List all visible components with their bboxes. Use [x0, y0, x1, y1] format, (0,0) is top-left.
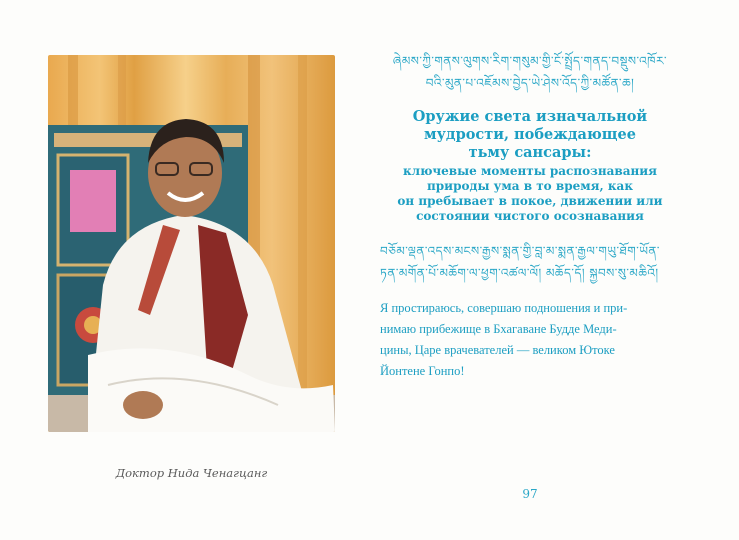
subtitle-line: ключевые моменты распознавания — [402, 164, 658, 178]
title-line: тьму сансары: — [468, 144, 592, 161]
photo-caption: Доктор Нида Ченагцанг — [115, 466, 268, 480]
subtitle-line: природы ума в то время, как — [427, 179, 633, 193]
text-column — [380, 50, 680, 382]
russian-subtitle — [380, 164, 680, 224]
homage-line: Йонтене Гонпо! — [380, 364, 465, 378]
subtitle-line: состоянии чистого осознавания — [416, 209, 644, 223]
tibetan-title-line-2: བའི་མུན་པ་འཇོམས་བྱེད་ཡེ་ཤེས་འོད་ཀྱི་མཚོན་ཆ། — [425, 76, 635, 90]
homage-line: Я простираюсь, совершаю подношения и при- — [380, 301, 628, 315]
tibetan-homage-line-2: ཏན་མགོན་པོ་མཆོག་ལ་ཕྱག་འཚལ་ལོ། མཆོད་དོ། སྐྱབས་སུ་མཆིའོ། — [380, 266, 659, 280]
homage-line: нимаю прибежище в Бхагаване Будде Меди- — [380, 322, 617, 336]
homage-line: цины, Царе врачевателей — великом Ютоке — [380, 343, 615, 357]
tibetan-title-line-1: ཞེམས་ཀྱི་གནས་ལུགས་རིག་གསུམ་གྱི་ངོ་སྤྲོད་གནད་བསྡུས་འཁོར་ — [392, 54, 668, 68]
portrait-photo — [48, 55, 335, 432]
homage-paragraph — [380, 298, 680, 382]
title-line: мудрости, побеждающее — [424, 126, 636, 143]
subtitle-line: он пребывает в покое, движении или — [397, 194, 663, 208]
title-line: Оружие света изначальной — [412, 108, 648, 125]
portrait-illustration — [48, 55, 335, 432]
russian-title — [380, 108, 680, 162]
tibetan-homage-line-1: བཅོམ་ལྡན་འདས་མངས་རྒྱས་སྨན་གྱི་བླ་མ་སྨན་རྒྱལ་གཡུ་ཐོག་ཡོན་ — [380, 244, 660, 258]
page-number: 97 — [522, 487, 538, 501]
